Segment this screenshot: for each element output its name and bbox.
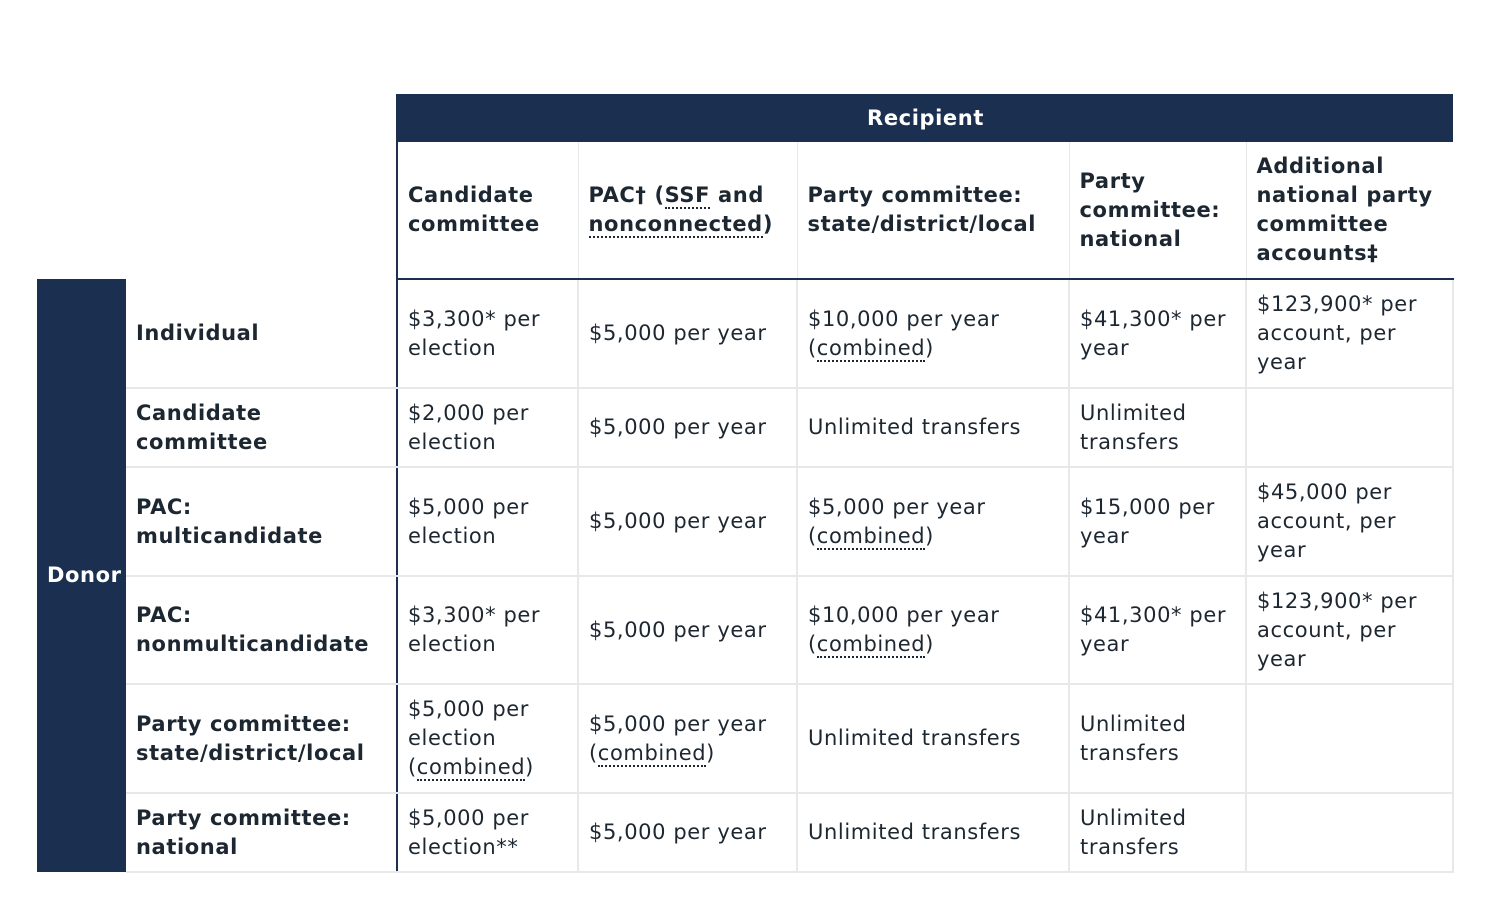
- abbreviation-term[interactable]: SSF: [664, 183, 711, 207]
- limit-cell-pac: [578, 793, 797, 872]
- row-header-party-committee-state: Party committee: state/district/local: [126, 684, 397, 793]
- cell-text: Unlimited transfers: [808, 820, 1022, 844]
- cell-text: $41,300* per year: [1080, 306, 1227, 360]
- row-header-individual: Individual: [126, 279, 397, 388]
- cell-text: $123,900* per account, per year: [1257, 292, 1418, 374]
- limit-cell-additional-accounts: [1246, 279, 1453, 388]
- cell-text: Unlimited transfers: [1080, 400, 1187, 454]
- limit-cell-additional-accounts: [1246, 684, 1453, 793]
- contribution-limits-table: [37, 94, 1454, 873]
- cell-text: $5,000 per election (: [408, 697, 530, 779]
- cell-text: $10,000 per year (: [808, 603, 1000, 656]
- cell-text: $5,000 per year (: [808, 494, 986, 548]
- cell-text: Additional national party committee accounts‡: [1256, 154, 1433, 265]
- donor-header: Donor: [37, 279, 126, 872]
- abbreviation-term[interactable]: combined: [816, 335, 926, 360]
- limit-cell-party-national: [1069, 279, 1246, 388]
- cell-text: $5,000 per year: [589, 617, 767, 642]
- cell-text: ): [925, 523, 934, 548]
- cell-text: Unlimited transfers: [808, 726, 1022, 750]
- limit-cell-pac: [578, 279, 797, 388]
- cell-text: $5,000 per year: [589, 509, 767, 533]
- column-header-pac: [578, 142, 797, 279]
- cell-text: $5,000 per election: [408, 494, 530, 548]
- row-header-party-committee-national: Party committee: national: [126, 793, 397, 872]
- abbreviation-term[interactable]: combined: [597, 740, 707, 765]
- limit-cell-candidate: [397, 684, 578, 793]
- row-header-pac-nonmulticandidate: PAC: nonmulticandidate: [126, 576, 397, 684]
- cell-text: $45,000 per account, per year: [1257, 480, 1397, 562]
- limit-cell-candidate: [397, 576, 578, 684]
- abbreviation-term[interactable]: combined: [416, 755, 526, 779]
- table-row: [37, 388, 1453, 467]
- cell-text: ): [525, 755, 534, 779]
- limit-cell-party-state: [797, 467, 1069, 576]
- cell-text: $5,000 per year: [589, 321, 767, 345]
- limit-cell-additional-accounts: [1246, 388, 1453, 467]
- limit-cell-party-national: [1069, 576, 1246, 684]
- cell-text: ): [762, 212, 774, 236]
- empty-corner: [37, 94, 397, 279]
- limit-cell-additional-accounts: [1246, 576, 1453, 684]
- cell-text: $2,000 per election: [408, 400, 530, 454]
- cell-text: Unlimited transfers: [1080, 711, 1187, 765]
- limit-cell-party-national: [1069, 793, 1246, 872]
- abbreviation-term[interactable]: nonconnected: [588, 212, 763, 236]
- table-row: [37, 467, 1453, 576]
- limit-cell-pac: [578, 467, 797, 576]
- cell-text: Unlimited transfers: [808, 415, 1022, 439]
- limit-cell-party-state: [797, 388, 1069, 467]
- limit-cell-pac: [578, 684, 797, 793]
- cell-text: $5,000 per year (: [589, 711, 767, 765]
- column-header-party-national: [1069, 142, 1246, 279]
- cell-text: $5,000 per year: [589, 415, 767, 439]
- row-header-pac-multicandidate: PAC: multicandidate: [126, 467, 397, 576]
- column-header-candidate: [397, 142, 578, 279]
- limit-cell-party-national: [1069, 388, 1246, 467]
- limit-cell-party-state: [797, 793, 1069, 872]
- recipient-header-row: [37, 94, 1453, 142]
- limit-cell-candidate: [397, 467, 578, 576]
- abbreviation-term[interactable]: combined: [816, 523, 926, 548]
- cell-text: $5,000 per year: [589, 820, 767, 844]
- cell-text: $10,000 per year (: [808, 306, 1000, 360]
- cell-text: $5,000 per election**: [408, 805, 530, 859]
- cell-text: and: [710, 183, 764, 207]
- limit-cell-party-state: [797, 684, 1069, 793]
- cell-text: Party committee: national: [1079, 168, 1221, 251]
- recipient-header: Recipient: [397, 94, 1453, 142]
- cell-text: $15,000 per year: [1080, 494, 1215, 548]
- limit-cell-candidate: [397, 793, 578, 872]
- row-header-candidate-committee: Candidate committee: [126, 388, 397, 467]
- column-header-additional-accounts: [1246, 142, 1453, 279]
- limit-cell-pac: [578, 576, 797, 684]
- limit-cell-party-national: [1069, 684, 1246, 793]
- cell-text: ): [925, 335, 934, 360]
- cell-text: $3,300* per election: [408, 306, 541, 360]
- cell-text: Unlimited transfers: [1080, 805, 1187, 859]
- cell-text: PAC† (: [588, 183, 665, 207]
- table-row: [37, 684, 1453, 793]
- limit-cell-party-national: [1069, 467, 1246, 576]
- table-row: [37, 279, 1453, 388]
- table-row: [37, 793, 1453, 872]
- limit-cell-additional-accounts: [1246, 793, 1453, 872]
- limit-cell-additional-accounts: [1246, 467, 1453, 576]
- cell-text: Party committee: state/district/local: [807, 183, 1037, 236]
- limit-cell-candidate: [397, 388, 578, 467]
- limit-cell-party-state: [797, 279, 1069, 388]
- column-header-party-state: [797, 142, 1069, 279]
- cell-text: $3,300* per election: [408, 603, 541, 656]
- abbreviation-term[interactable]: combined: [816, 632, 926, 656]
- cell-text: $123,900* per account, per year: [1257, 588, 1418, 671]
- cell-text: ): [925, 632, 934, 656]
- cell-text: $41,300* per year: [1080, 603, 1227, 656]
- table-row: [37, 576, 1453, 684]
- limit-cell-candidate: [397, 279, 578, 388]
- limit-cell-party-state: [797, 576, 1069, 684]
- table-body: [37, 279, 1453, 872]
- limit-cell-pac: [578, 388, 797, 467]
- cell-text: Candidate committee: [408, 183, 540, 236]
- cell-text: ): [706, 740, 715, 765]
